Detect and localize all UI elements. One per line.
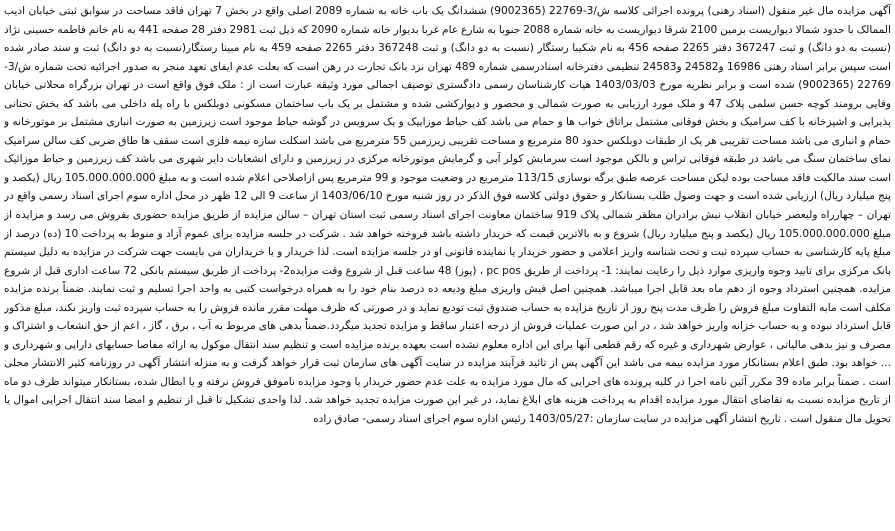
- notice-body: آگهی مزایده مال غیر منقول (اسناد رهنی) پرونده اجرائی کلاسه ش/3-22769 (9002365) ششدانگ یک باب خانه به شماره 2089 اصلی واقع در بخش 7 تهران فاقد مساحت در سوابق ثبتی خیابان ادیب الممالک با حدود شمالا دیواریست بزمین 2100 شرقا دیواریست به خانه شماره 2088 جنوبا به شارع عام غربا بدیوار خانه شماره 2090 که ذیل ثبت 2981 دفتر 28 صفحه 441 به نام خانم فاطمه حسینی نژاد (نسبت به دو دانگ) و ثبت 367247 دفتر 2265 صفحه 456 به نام شکیبا رستگار (نسبت به دو دانگ) و ثبت 367248 دفتر 2265 صفحه 459 به نام مبینا رستگار(نسبت به دو دانگ) ثبت و سند صادر شده است سپس برابر اسناد رهنی 16986 و24582 و24583 تنظیمی دفترخانه اسنادرسمی شماره 489 تهران نزد بانک تجارت در رهن است که بعلت عدم ایفای تعهد منجر به صدور اجرائیه تحت شماره ش/3-22769 (9002365) شده است و برابر نظریه مورخ 1403/03/03 هیات کارشناسان رسمی دادگستری توصیف اجمالی مورد وثیقه عبارت است از : ملک فوق واقع است در تهران بزرگراه محلاتی خیابان وفایی برومند کوچه حسن سلمی پلاک 47 و ملک مورد ارزیابی به صورت شمالی و محصور و دیوارکشی شده و مشتمل بر یک باب ساختمان مسکونی دوبلکس با راه پله داخلی می باشد که بخش تحتانی پذیرایی و اشپزخانه با کف سرامیک و بخش فوقانی مشتمل براتاق خواب ها و حمام می باشد کف حیاط موزاییک و یک سرویس در گوشه حیاط موجود است زیرزمین به صورت انباری مشتمل بر موتورخانه و حمام و انباری می باشد مساحت تقریبی هر یک از طبقات دوبلکس حدود 80 مترمربع و مساحت تقریبی زیرزمین 55 مترمربع می باشد اسکلت سازه نیمه فلزی است سقف ها طاق ضربی کف سالن سرامیک نمای ساختمان سنگ می باشد در طبقه فوقانی تراس و بالکن موجود است سرمایش کولر آبی و گرمایش موتورخانه مرکزی در زیرزمین و دارای انشعابات دایر شهری می باشد کف زیرزمین و حیاط موزائیک است سند مالکیت فاقد مساحت بوده لیکن مساحت عرصه طبق برگه نوسازی 113/15 مترمربع در وضعیت موجود و 99 مترمربع پس ازاصلاحی اعلام شده است و به مبلغ 105.000.000.000 ریال (یکصد و پنج میلیارد ریال) ارزیابی شده است و جهت وصول طلب بستانکار و حقوق دولتی کلاسه فوق الذکر در روز شنبه مورخ 1403/06/10 از ساعت 9 الی 12 ظهر در محل اداره سوم اجرای اسناد رسمی واقع در تهران – چهارراه ولیعصر خیابان انقلاب نبش برادران مظفر شمالی پلاک 919 ساختمان معاونت اجرای اسناد رسمی ثبت استان تهران – سالن مزایده از طریق مزایده حضوری بفروش می رسد و مزایده از مبلغ 105.000.000.000 ریال (یکصد و پنج میلیارد ریال) شروع و به بالاترین قیمت که خریدار داشته باشد فروخته خواهد شد . شرکت در جلسه مزایده برای عموم آزاد و منوط به پرداخت 10 (ده) درصد از مبلغ پایه کارشناسی به حساب سپرده ثبت و تحت شناسه واریز اعلامی و حضور خریدار یا نماینده قانونی او در جلسه مزایده است. لذا خریدار و یا خریداران می بایست جهت شرکت در مزایده به دلیل سیستم بانک مرکزی برای تایید وجوه واریزی موارد ذیل را رعایت نمایند: 1- پرداخت از طریق pc pos ، (پوز) 48 ساعت قبل از شروع وقت مزایده2- پرداخت از طریق سیستم بانکی 72 ساعت اداری قبل از شروع مزایده. همچنین استرداد وجوه از دهم ماه بعد قابل اجرا میباشد. همچنین اصل فیش واریزی مبلغ ودیعه ده درصد بنام خود را به همراه درخواست کتبی به واحد اجرا تسلیم و ثبت نمایند. ضمناً برنده مزایده مکلف است مابه التفاوت مبلغ فروش را ظرف مدت پنج روز از تاریخ مزایده به حساب صندوق ثبت تودیع نماید و در صورتی که ظرف مهلت مقرر مانده فروش را به حساب سپرده ثبت واریز نکند، مبلغ مذکور قابل استرداد نبوده و به حساب خزانه واریز خواهد شد ، در این صورت عملیات فروش از درجه اعتبار ساقط و مزایده تجدید میگردد.ضمناً بدهی های مربوط به آب ، برق ، گاز ، اعم از حق انشعاب و اشتراک و مصرف و نیز بدهی مالیاتی ، عوارض شهرداری و غیره که رقم قطعی آنها برای این اداره معلوم نشده است بعهده برنده مزایده است و تنظیم سند انتقال موکول به ارائه مفاصا حسابهای دارایی و شهرداری و ... خواهد بود. طبق اعلام بستانکار مورد مزایده بیمه می باشد این آگهی پس از تائید فرآیند مزایده در سایت آگهی های سازمان ثبت قرار خواهد گرفت و به منزله انتشار آگهی در روزنامه کثیر الانتشار محلی است . ضمناً برابر ماده 39 مکرر آئین نامه اجرا در کلیه پرونده های اجرایی که مال مورد مزایده به علت عدم حضور خریدار یا وجود مزایده ناموفق فروش نرفته و یا ابطال شده، بستانکار میتواند ظرف دو ماه از تاریخ مزایده نسبت به تقاضای انتقال مورد مزایده اقدام به پرداخت هزینه های ابلاغ نماید، در غیر این صورت مزایده تجدید خواهد شد. لذا واحدی تشکیل تا قبل از تنظیم و امضا سند انتقال اجرایی اموال یا تحویل مال منقول است . تاریخ انتشار آگهی مزایده در سایت سازمان :1403/05/27 رئیس اداره سوم اجرای اسناد رسمی- صادق زاده: [4, 5, 891, 426]
- auction-notice: [4, 2, 891, 529]
